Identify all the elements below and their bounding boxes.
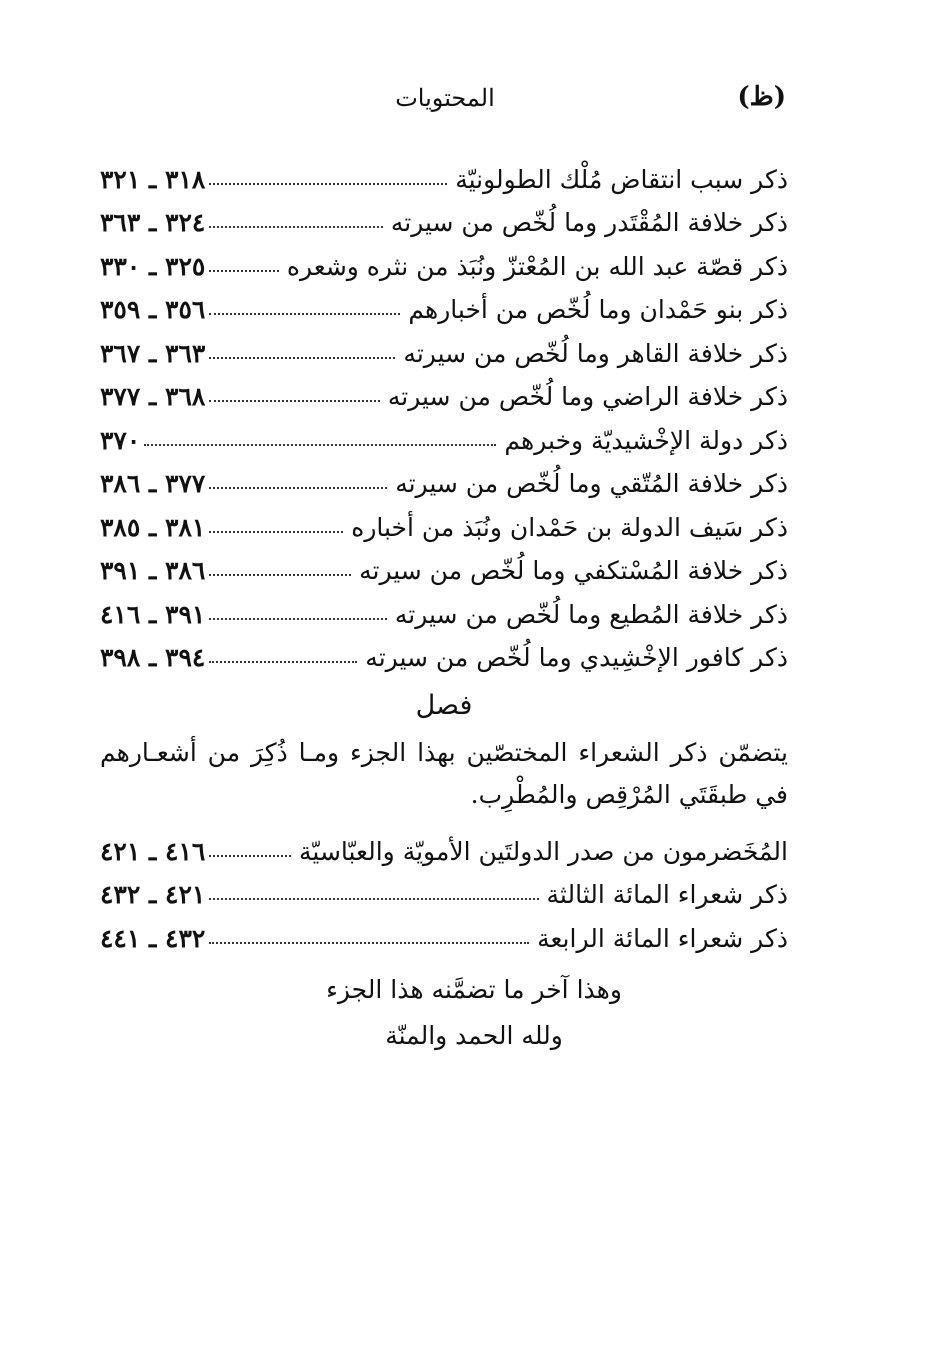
entry-title: ذكر كافور الإخْشِيدي وما لُخّص من سيرته (365, 643, 788, 672)
toc-row (100, 324, 788, 368)
entry-pages: ٤٢١ ـ ٤٣٢ (100, 880, 206, 909)
dot-leader (209, 941, 529, 944)
section-heading: فصل (415, 690, 473, 721)
toc-row (100, 194, 788, 238)
toc-row (100, 909, 788, 953)
entry-pages: ٣٦٣ ـ ٣٦٧ (100, 338, 206, 368)
section-intro: يتضمّن ذكر الشعراء المختصّين بهذا الجزء ومـا ذُكِرَ من أشعـارهم في طبقَتَي المُرْقِص والمُطْرِب. (100, 738, 788, 809)
toc-row (100, 368, 788, 412)
entry-pages: ٣٢٤ ـ ٣٦٣ (100, 208, 206, 237)
dot-leader (144, 443, 496, 446)
toc-row (100, 411, 788, 455)
entry-title: ذكر سبب انتقاض مُلْك الطولونيّة (455, 164, 788, 194)
toc-row (100, 629, 788, 673)
entry-title: ذكر خلافة المُطيع وما لُخّص من سيرته (394, 599, 788, 629)
dot-leader (209, 854, 291, 857)
entry-title: ذكر دولة الإخْشيديّة وخبرهم (504, 425, 788, 455)
table-of-contents (100, 150, 788, 1059)
entry-pages: ٣٦٨ ـ ٣٧٧ (100, 382, 206, 411)
entry-pages: ٣٧٠ (100, 425, 141, 455)
entry-title: ذكر خلافة المُتّقي وما لُخّص من سيرته (395, 469, 788, 498)
page-header (100, 82, 790, 122)
dot-leader (209, 182, 447, 185)
dot-leader (209, 269, 279, 272)
running-title: المحتويات (395, 84, 495, 112)
dot-leader (209, 486, 387, 489)
entry-pages: ٣٢٥ ـ ٣٣٠ (100, 251, 206, 281)
toc-row (100, 498, 788, 542)
entry-title: ذكر خلافة المُسْتكفي وما لُخّص من سيرته (359, 556, 788, 585)
entry-pages: ٣١٨ ـ ٣٢١ (100, 164, 206, 194)
toc-row (100, 866, 788, 910)
page-marker: (ظ) (737, 82, 786, 112)
dot-leader (209, 225, 383, 228)
entry-title: ذكر خلافة المُقْتَدر وما لُخّص من سيرته (390, 208, 788, 237)
dot-leader (209, 312, 400, 315)
entry-pages: ٣٩١ ـ ٤١٦ (100, 599, 206, 629)
entry-pages: ٤١٦ ـ ٤٢١ (100, 836, 206, 866)
dot-leader (209, 356, 395, 359)
section-entries-list (100, 822, 788, 953)
entry-pages: ٣٥٦ ـ ٣٥٩ (100, 295, 206, 324)
entry-title: ذكر خلافة القاهر وما لُخّص من سيرته (403, 338, 788, 368)
entry-pages: ٣٧٧ ـ ٣٨٦ (100, 469, 206, 498)
toc-row (100, 281, 788, 325)
toc-row (100, 237, 788, 281)
toc-row (100, 150, 788, 194)
entry-title: ذكر بنو حَمْدان وما لُخّص من أخبارهم (408, 295, 788, 324)
toc-row (100, 822, 788, 866)
dot-leader (209, 399, 380, 402)
entry-title: ذكر شعراء المائة الثالثة (546, 880, 788, 909)
toc-row (100, 585, 788, 629)
entry-pages: ٣٩٤ ـ ٣٩٨ (100, 643, 206, 672)
entry-title: ذكر سَيف الدولة بن حَمْدان ونُبَذ من أخباره (351, 512, 788, 542)
entry-title: ذكر قصّة عبد الله بن المُعْتزّ ونُبَذ من نثره وشعره (286, 251, 788, 281)
dot-leader (209, 573, 351, 576)
toc-row (100, 455, 788, 499)
dot-leader (209, 530, 343, 533)
entry-title: ذكر شعراء المائة الرابعة (537, 923, 788, 953)
dot-leader (209, 897, 538, 900)
dot-leader (209, 617, 387, 620)
entry-pages: ٤٣٢ ـ ٤٤١ (100, 923, 206, 953)
closing-line-2: ولله الحمد والمنّة (385, 1020, 563, 1050)
closing-line-1: وهذا آخر ما تضمَّنه هذا الجزء (326, 974, 622, 1004)
entry-title: ذكر خلافة الراضي وما لُخّص من سيرته (387, 382, 788, 411)
toc-entries-list (100, 150, 788, 672)
toc-row (100, 542, 788, 586)
entry-pages: ٣٨١ ـ ٣٨٥ (100, 512, 206, 542)
closing-block (100, 967, 788, 1059)
entry-pages: ٣٨٦ ـ ٣٩١ (100, 556, 206, 585)
dot-leader (209, 660, 357, 663)
entry-title: المُخَضرمون من صدر الدولتَين الأمويّة والعبّاسيّة (299, 836, 788, 866)
